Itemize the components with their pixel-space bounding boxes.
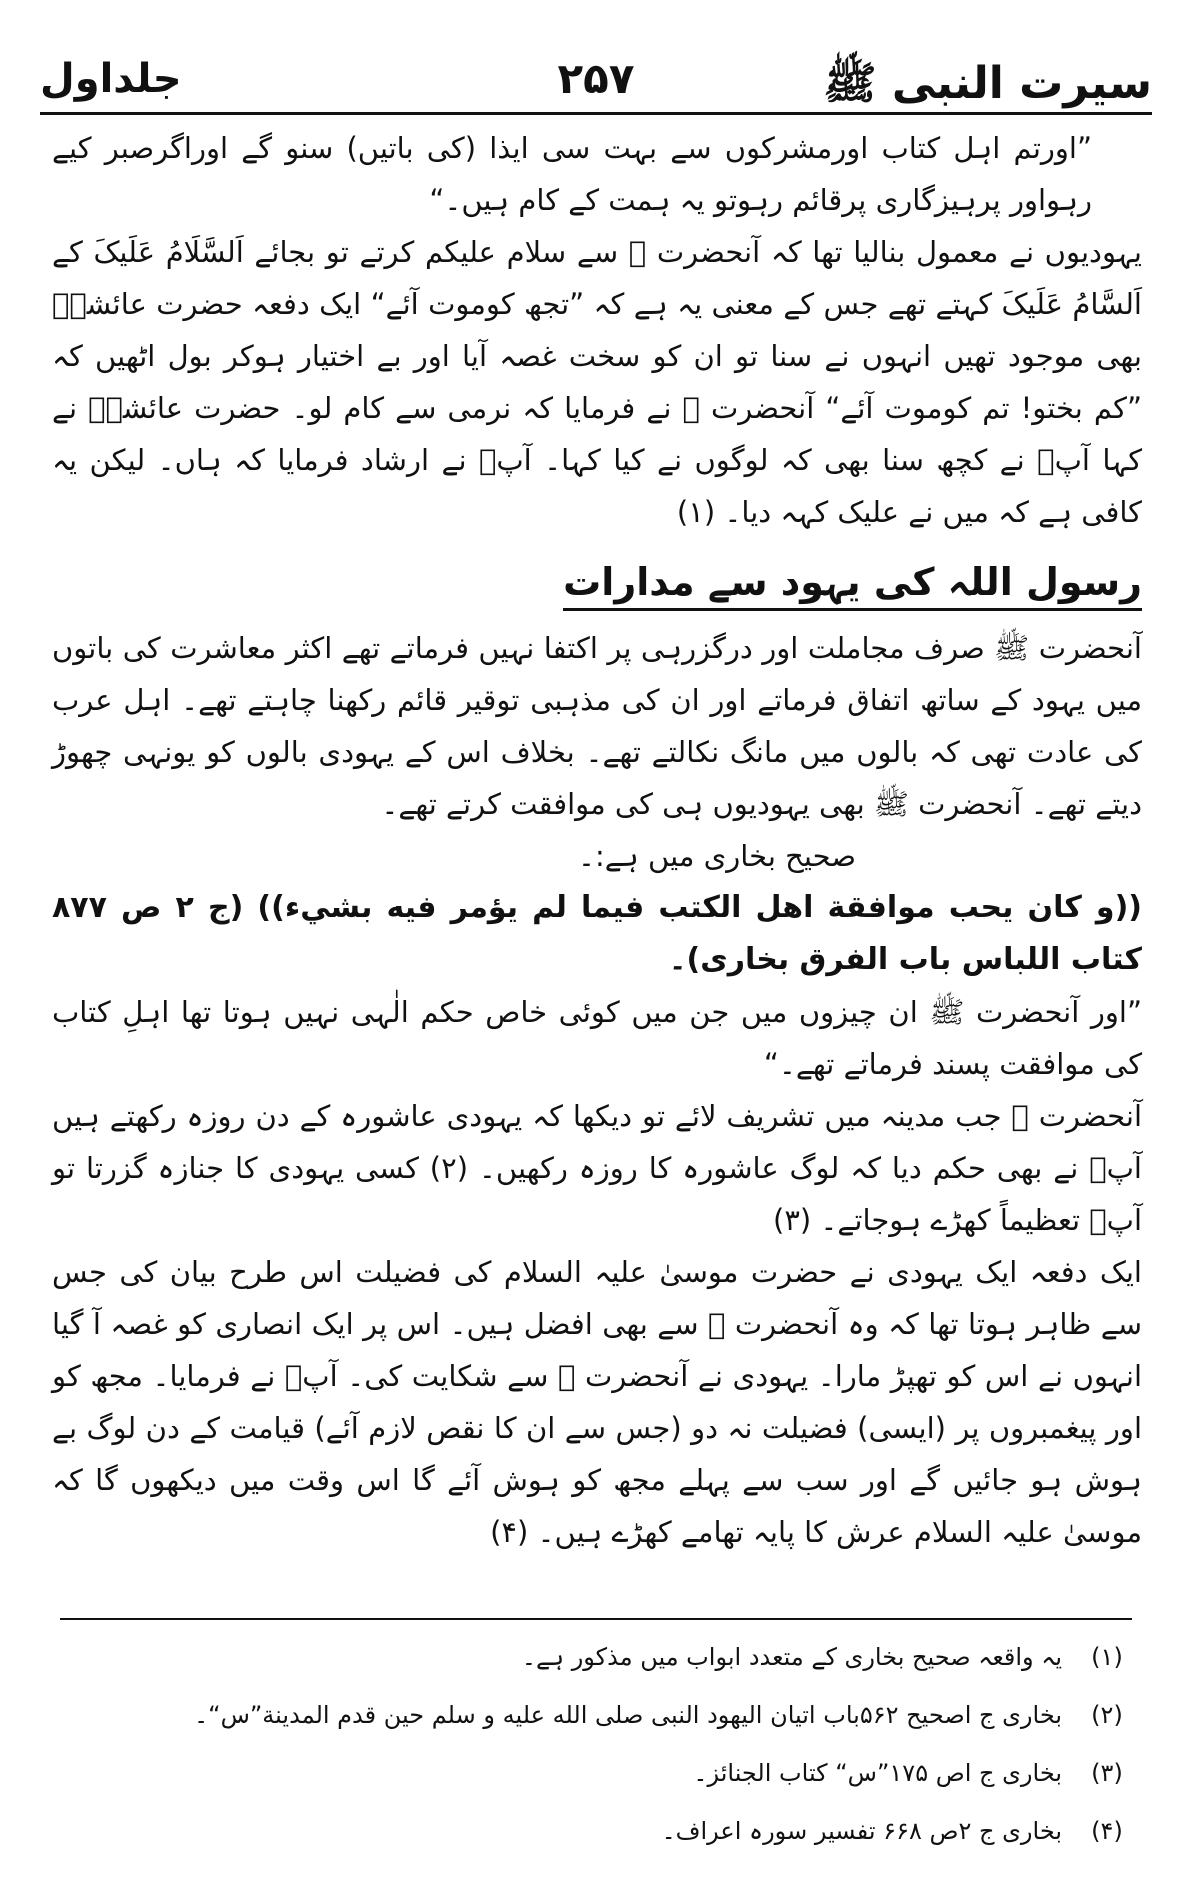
- volume-label: جلداول: [40, 56, 182, 102]
- header-rule: [40, 112, 1152, 115]
- paragraph: یہودیوں نے معمول بنالیا تھا کہ آنحضرت ﷺ سے سلام علیکم کرتے تو بجائے اَلسَّلَامُ عَلَیکَ کے اَلسَّامُ عَلَیکَ کہتے تھے جس کے معنی یہ ہے کہ ”تجھ کوموت آئے“ ایک دفعہ حضرت عائشہؓ بھی موجود تھیں انہوں نے سنا تو ان کو سخت غصہ آیا اور بے اختیار ہوکر بول اٹھیں کہ ”کم بختو! تم کوموت آئے“ آنحضرت ﷺ نے فرمایا کہ نرمی سے کام لو۔ حضرت عائشہؓ نے کہا آپؐ نے کچھ سنا بھی کہ لوگوں نے کیا کہا۔ آپؐ نے ارشاد فرمایا کہ ہاں۔ لیکن یہ کافی ہے کہ میں نے علیک کہہ دیا۔ (۱): [52, 235, 1142, 529]
- book-title: سیرت النبی ﷺ: [823, 58, 1152, 109]
- footnote-text: یہ واقعہ صحیح بخاری کے متعدد ابواب میں مذکور ہے۔: [521, 1643, 1062, 1671]
- footnote-text: بخاری ج اص ۱۷۵”س“ کتاب الجنائز۔: [693, 1759, 1062, 1787]
- footnote: [60, 1802, 1132, 1860]
- paragraph: آنحضرت ﷺ صرف مجاملت اور درگزرہی پر اکتفا نہیں فرماتے تھے اکثر معاشرت کی باتوں میں یہود کے ساتھ اتفاق فرماتے اور ان کی مذہبی توقیر قائم رکھنا چاہتے تھے۔ اہل عرب کی عادت تھی کہ بالوں میں مانگ نکالتے تھے۔ بخلاف اس کے یہودی بالوں کو یونہی چھوڑ دیتے تھے۔ آنحضرت ﷺ بھی یہودیوں ہی کی موافقت کرتے تھے۔: [52, 631, 1142, 821]
- page-header: [40, 36, 1152, 116]
- footnote-number: (۴): [1091, 1817, 1123, 1845]
- main-text: [52, 122, 1142, 1558]
- footnotes: [60, 1628, 1132, 1860]
- footnote-text: بخاری ج ۲ص ۶۶۸ تفسیر سورہ اعراف۔: [661, 1817, 1062, 1845]
- paragraph: ایک دفعہ ایک یہودی نے حضرت موسیٰ علیہ السلام کی فضیلت اس طرح بیان کی جس سے ظاہر ہوتا تھا کہ وہ آنحضرت ﷺ سے بھی افضل ہیں۔ اس پر ایک انصاری کو غصہ آ گیا انہوں نے اس کو تھپڑ مارا۔ یہودی نے آنحضرت ﷺ سے شکایت کی۔ آپؐ نے فرمایا۔ مجھ کو اور پیغمبروں پر (ایسی) فضیلت نہ دو (جس سے ان کا نقص لازم آئے) قیامت کے دن لوگ بے ہوش ہو جائیں گے اور سب سے پہلے مجھ کو ہوش آئے گا اس وقت میں دیکھوں گا کہ موسیٰ علیہ السلام عرش کا پایہ تھامے کھڑے ہیں۔ (۴): [52, 1255, 1142, 1549]
- paragraph: آنحضرت ﷺ جب مدینہ میں تشریف لائے تو دیکھا کہ یہودی عاشورہ کے دن روزہ رکھتے ہیں آپؐ نے بھی حکم دیا کہ لوگ عاشورہ کا روزہ رکھیں۔ (۲) کسی یہودی کا جنازہ گزرتا تو آپؐ تعظیماً کھڑے ہوجاتے۔ (۳): [52, 1099, 1142, 1237]
- quote-translation: ”اور آنحضرت ﷺ ان چیزوں میں جن میں کوئی خاص حکم الٰہی نہیں ہوتا تھا اہلِ کتاب کی موافقت پسند فرماتے تھے۔“: [52, 995, 1142, 1081]
- footnote-rule: [60, 1618, 1132, 1620]
- footnote: [60, 1744, 1132, 1802]
- footnote-number: (۱): [1091, 1643, 1123, 1671]
- footnote-number: (۳): [1091, 1759, 1123, 1787]
- quote-paragraph: ”اورتم اہل کتاب اورمشرکوں سے بہت سی ایذا (کی باتیں) سنو گے اوراگرصبر کیے رہواور پرہیزگاری پرقائم رہوتو یہ ہمت کے کام ہیں۔“: [52, 131, 1092, 217]
- page-number: ۲۵۷: [557, 54, 635, 103]
- footnote-text: بخاری ج اصحیح ۵۶۲باب اتيان اليهود النبی صلی الله عليه و سلم حين قدم المدينة”س“۔: [194, 1701, 1062, 1729]
- footnote-number: (۲): [1091, 1701, 1123, 1729]
- arabic-quote: ((و كان يحب موافقة اهل الكتب فيما لم يؤمر فيه بشيء)) (ج ۲ ص ۸۷۷ كتاب اللباس باب الفرق بخاری)۔: [52, 890, 1143, 977]
- section-heading: [52, 556, 1142, 608]
- footnote: [60, 1686, 1132, 1744]
- section-heading-text: رسول اللہ کی یہود سے مدارات: [563, 560, 1142, 611]
- footnote: [60, 1628, 1132, 1686]
- citation-intro: صحیح بخاری میں ہے:۔: [578, 839, 856, 873]
